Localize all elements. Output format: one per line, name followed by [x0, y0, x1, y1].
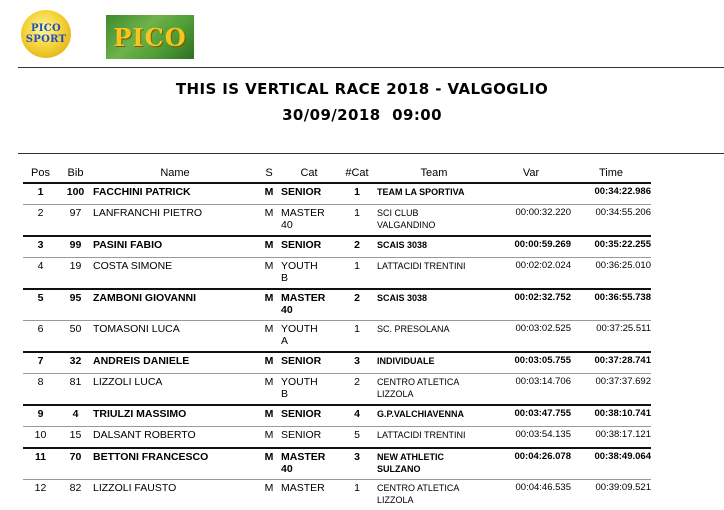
cell-bib: 70 — [58, 448, 93, 480]
header-s: S — [257, 164, 281, 183]
cell-cat-line: 40 — [281, 304, 337, 316]
cell-time: 00:38:49.064 — [571, 448, 651, 480]
table-row — [23, 205, 651, 237]
header-var: Var — [491, 164, 571, 183]
cell-team-line: CENTRO ATLETICA — [377, 482, 491, 494]
cell-team — [377, 289, 491, 321]
cell-cat-line: MASTER — [281, 292, 337, 304]
cell-s: M — [257, 374, 281, 406]
cell-bib: 15 — [58, 427, 93, 449]
cell-name: TOMASONI LUCA — [93, 321, 257, 353]
cell-cat — [281, 405, 337, 427]
header-time: Time — [571, 164, 651, 183]
cell-s: M — [257, 480, 281, 510]
header-divider — [18, 67, 724, 68]
cell-team — [377, 427, 491, 449]
cell-var: 00:03:14.706 — [491, 374, 571, 406]
cell-team — [377, 480, 491, 510]
cell-var — [491, 183, 571, 205]
cell-pos: 2 — [23, 205, 58, 237]
pico-logo — [106, 15, 194, 59]
cell-cat-line: SENIOR — [281, 355, 337, 367]
cell-team-line: TEAM LA SPORTIVA — [377, 186, 491, 198]
cell-cat — [281, 448, 337, 480]
cell-s: M — [257, 321, 281, 353]
cell-cat-line: B — [281, 388, 337, 400]
cell-team-line: SCAIS 3038 — [377, 292, 491, 304]
cell-pos: 1 — [23, 183, 58, 205]
cell-time: 00:37:25.511 — [571, 321, 651, 353]
results-body — [23, 183, 651, 510]
cell-s: M — [257, 405, 281, 427]
cell-var: 00:02:32.752 — [491, 289, 571, 321]
cell-team-line: SULZANO — [377, 463, 491, 475]
cell-ncat: 5 — [337, 427, 377, 449]
race-time: 09:00 — [392, 106, 442, 124]
table-row — [23, 321, 651, 353]
cell-ncat: 1 — [337, 205, 377, 237]
cell-name: PASINI FABIO — [93, 236, 257, 258]
cell-cat — [281, 183, 337, 205]
cell-cat — [281, 205, 337, 237]
cell-ncat: 1 — [337, 183, 377, 205]
cell-team-line: SC. PRESOLANA — [377, 323, 491, 335]
cell-cat — [281, 374, 337, 406]
logo1-line2: SPORT — [26, 34, 67, 45]
cell-team — [377, 448, 491, 480]
cell-cat — [281, 427, 337, 449]
cell-cat-line: A — [281, 335, 337, 347]
cell-name: LIZZOLI FAUSTO — [93, 480, 257, 510]
cell-cat-line: YOUTH — [281, 260, 337, 272]
cell-pos: 7 — [23, 352, 58, 374]
cell-cat-line: MASTER — [281, 451, 337, 463]
header-ncat: #Cat — [337, 164, 377, 183]
table-row — [23, 258, 651, 290]
cell-ncat: 2 — [337, 289, 377, 321]
logo1-line1: PICO — [31, 23, 61, 34]
cell-team-line: NEW ATHLETIC — [377, 451, 491, 463]
cell-name: LIZZOLI LUCA — [93, 374, 257, 406]
cell-var: 00:03:02.525 — [491, 321, 571, 353]
header-cat: Cat — [281, 164, 337, 183]
cell-cat-line: SENIOR — [281, 186, 337, 198]
cell-name: BETTONI FRANCESCO — [93, 448, 257, 480]
cell-team-line: INDIVIDUALE — [377, 355, 491, 367]
cell-team — [377, 374, 491, 406]
cell-cat-line: YOUTH — [281, 323, 337, 335]
table-row — [23, 427, 651, 449]
cell-cat-line: SENIOR — [281, 239, 337, 251]
race-date: 30/09/2018 — [282, 106, 380, 124]
cell-var: 00:03:47.755 — [491, 405, 571, 427]
cell-cat — [281, 258, 337, 290]
cell-var: 00:00:32.220 — [491, 205, 571, 237]
cell-team-line: VALGANDINO — [377, 219, 491, 231]
cell-time: 00:37:28.741 — [571, 352, 651, 374]
table-header-row — [23, 164, 651, 183]
cell-bib: 32 — [58, 352, 93, 374]
cell-s: M — [257, 427, 281, 449]
header-bib: Bib — [58, 164, 93, 183]
header-team: Team — [377, 164, 491, 183]
cell-cat-line: MASTER — [281, 207, 337, 219]
cell-pos: 9 — [23, 405, 58, 427]
cell-cat-line: 40 — [281, 463, 337, 475]
cell-cat-line: SENIOR — [281, 408, 337, 420]
cell-pos: 10 — [23, 427, 58, 449]
cell-time: 00:34:55.206 — [571, 205, 651, 237]
table-row — [23, 183, 651, 205]
logo2-text: PICO — [113, 23, 186, 52]
table-row — [23, 352, 651, 374]
cell-cat-line: B — [281, 272, 337, 284]
table-row — [23, 236, 651, 258]
cell-bib: 82 — [58, 480, 93, 510]
cell-name: TRIULZI MASSIMO — [93, 405, 257, 427]
table-row — [23, 374, 651, 406]
cell-var: 00:00:59.269 — [491, 236, 571, 258]
cell-name: LANFRANCHI PIETRO — [93, 205, 257, 237]
cell-ncat: 2 — [337, 236, 377, 258]
cell-s: M — [257, 352, 281, 374]
cell-ncat: 1 — [337, 258, 377, 290]
cell-cat — [281, 321, 337, 353]
cell-bib: 97 — [58, 205, 93, 237]
cell-bib: 99 — [58, 236, 93, 258]
cell-team-line: LIZZOLA — [377, 388, 491, 400]
cell-team — [377, 183, 491, 205]
cell-pos: 5 — [23, 289, 58, 321]
cell-var: 00:03:54.135 — [491, 427, 571, 449]
cell-bib: 4 — [58, 405, 93, 427]
cell-cat — [281, 480, 337, 510]
cell-time: 00:38:10.741 — [571, 405, 651, 427]
cell-pos: 11 — [23, 448, 58, 480]
cell-cat-line: YOUTH — [281, 376, 337, 388]
table-row — [23, 405, 651, 427]
cell-var: 00:04:26.078 — [491, 448, 571, 480]
table-row — [23, 289, 651, 321]
cell-team — [377, 321, 491, 353]
cell-team-line: G.P.VALCHIAVENNA — [377, 408, 491, 420]
cell-cat-line: SENIOR — [281, 429, 337, 441]
cell-bib: 100 — [58, 183, 93, 205]
cell-time: 00:36:25.010 — [571, 258, 651, 290]
cell-team-line: LATTACIDI TRENTINI — [377, 429, 491, 441]
cell-cat-line: MASTER — [281, 482, 337, 494]
cell-name: ANDREIS DANIELE — [93, 352, 257, 374]
cell-cat-line: 40 — [281, 219, 337, 231]
cell-ncat: 2 — [337, 374, 377, 406]
cell-time: 00:35:22.255 — [571, 236, 651, 258]
cell-team-line: LIZZOLA — [377, 494, 491, 506]
cell-pos: 8 — [23, 374, 58, 406]
cell-s: M — [257, 258, 281, 290]
cell-ncat: 1 — [337, 480, 377, 510]
cell-cat — [281, 352, 337, 374]
cell-cat — [281, 289, 337, 321]
header-name: Name — [93, 164, 257, 183]
cell-time: 00:34:22.986 — [571, 183, 651, 205]
cell-pos: 12 — [23, 480, 58, 510]
cell-s: M — [257, 183, 281, 205]
cell-s: M — [257, 236, 281, 258]
cell-team-line: SCI CLUB — [377, 207, 491, 219]
cell-pos: 3 — [23, 236, 58, 258]
race-title: THIS IS VERTICAL RACE 2018 - VALGOGLIO — [0, 80, 724, 98]
cell-time: 00:38:17.121 — [571, 427, 651, 449]
cell-name: DALSANT ROBERTO — [93, 427, 257, 449]
cell-name: COSTA SIMONE — [93, 258, 257, 290]
cell-pos: 6 — [23, 321, 58, 353]
cell-var: 00:04:46.535 — [491, 480, 571, 510]
cell-s: M — [257, 448, 281, 480]
cell-team — [377, 205, 491, 237]
cell-cat — [281, 236, 337, 258]
cell-team — [377, 352, 491, 374]
cell-bib: 95 — [58, 289, 93, 321]
header-pos: Pos — [23, 164, 58, 183]
table-row — [23, 448, 651, 480]
cell-team-line: LATTACIDI TRENTINI — [377, 260, 491, 272]
cell-bib: 81 — [58, 374, 93, 406]
cell-time: 00:39:09.521 — [571, 480, 651, 510]
cell-bib: 50 — [58, 321, 93, 353]
cell-ncat: 1 — [337, 321, 377, 353]
cell-var: 00:02:02.024 — [491, 258, 571, 290]
cell-ncat: 3 — [337, 352, 377, 374]
title-divider — [18, 153, 724, 154]
cell-team — [377, 236, 491, 258]
cell-var: 00:03:05.755 — [491, 352, 571, 374]
cell-team — [377, 258, 491, 290]
cell-time: 00:36:55.738 — [571, 289, 651, 321]
cell-team-line: SCAIS 3038 — [377, 239, 491, 251]
cell-pos: 4 — [23, 258, 58, 290]
pico-sport-logo — [21, 10, 71, 58]
cell-time: 00:37:37.692 — [571, 374, 651, 406]
cell-bib: 19 — [58, 258, 93, 290]
cell-team — [377, 405, 491, 427]
cell-name: ZAMBONI GIOVANNI — [93, 289, 257, 321]
race-datetime — [0, 106, 724, 124]
table-row — [23, 480, 651, 510]
cell-s: M — [257, 205, 281, 237]
results-table — [23, 164, 651, 510]
cell-s: M — [257, 289, 281, 321]
cell-ncat: 3 — [337, 448, 377, 480]
cell-name: FACCHINI PATRICK — [93, 183, 257, 205]
cell-team-line: CENTRO ATLETICA — [377, 376, 491, 388]
cell-ncat: 4 — [337, 405, 377, 427]
